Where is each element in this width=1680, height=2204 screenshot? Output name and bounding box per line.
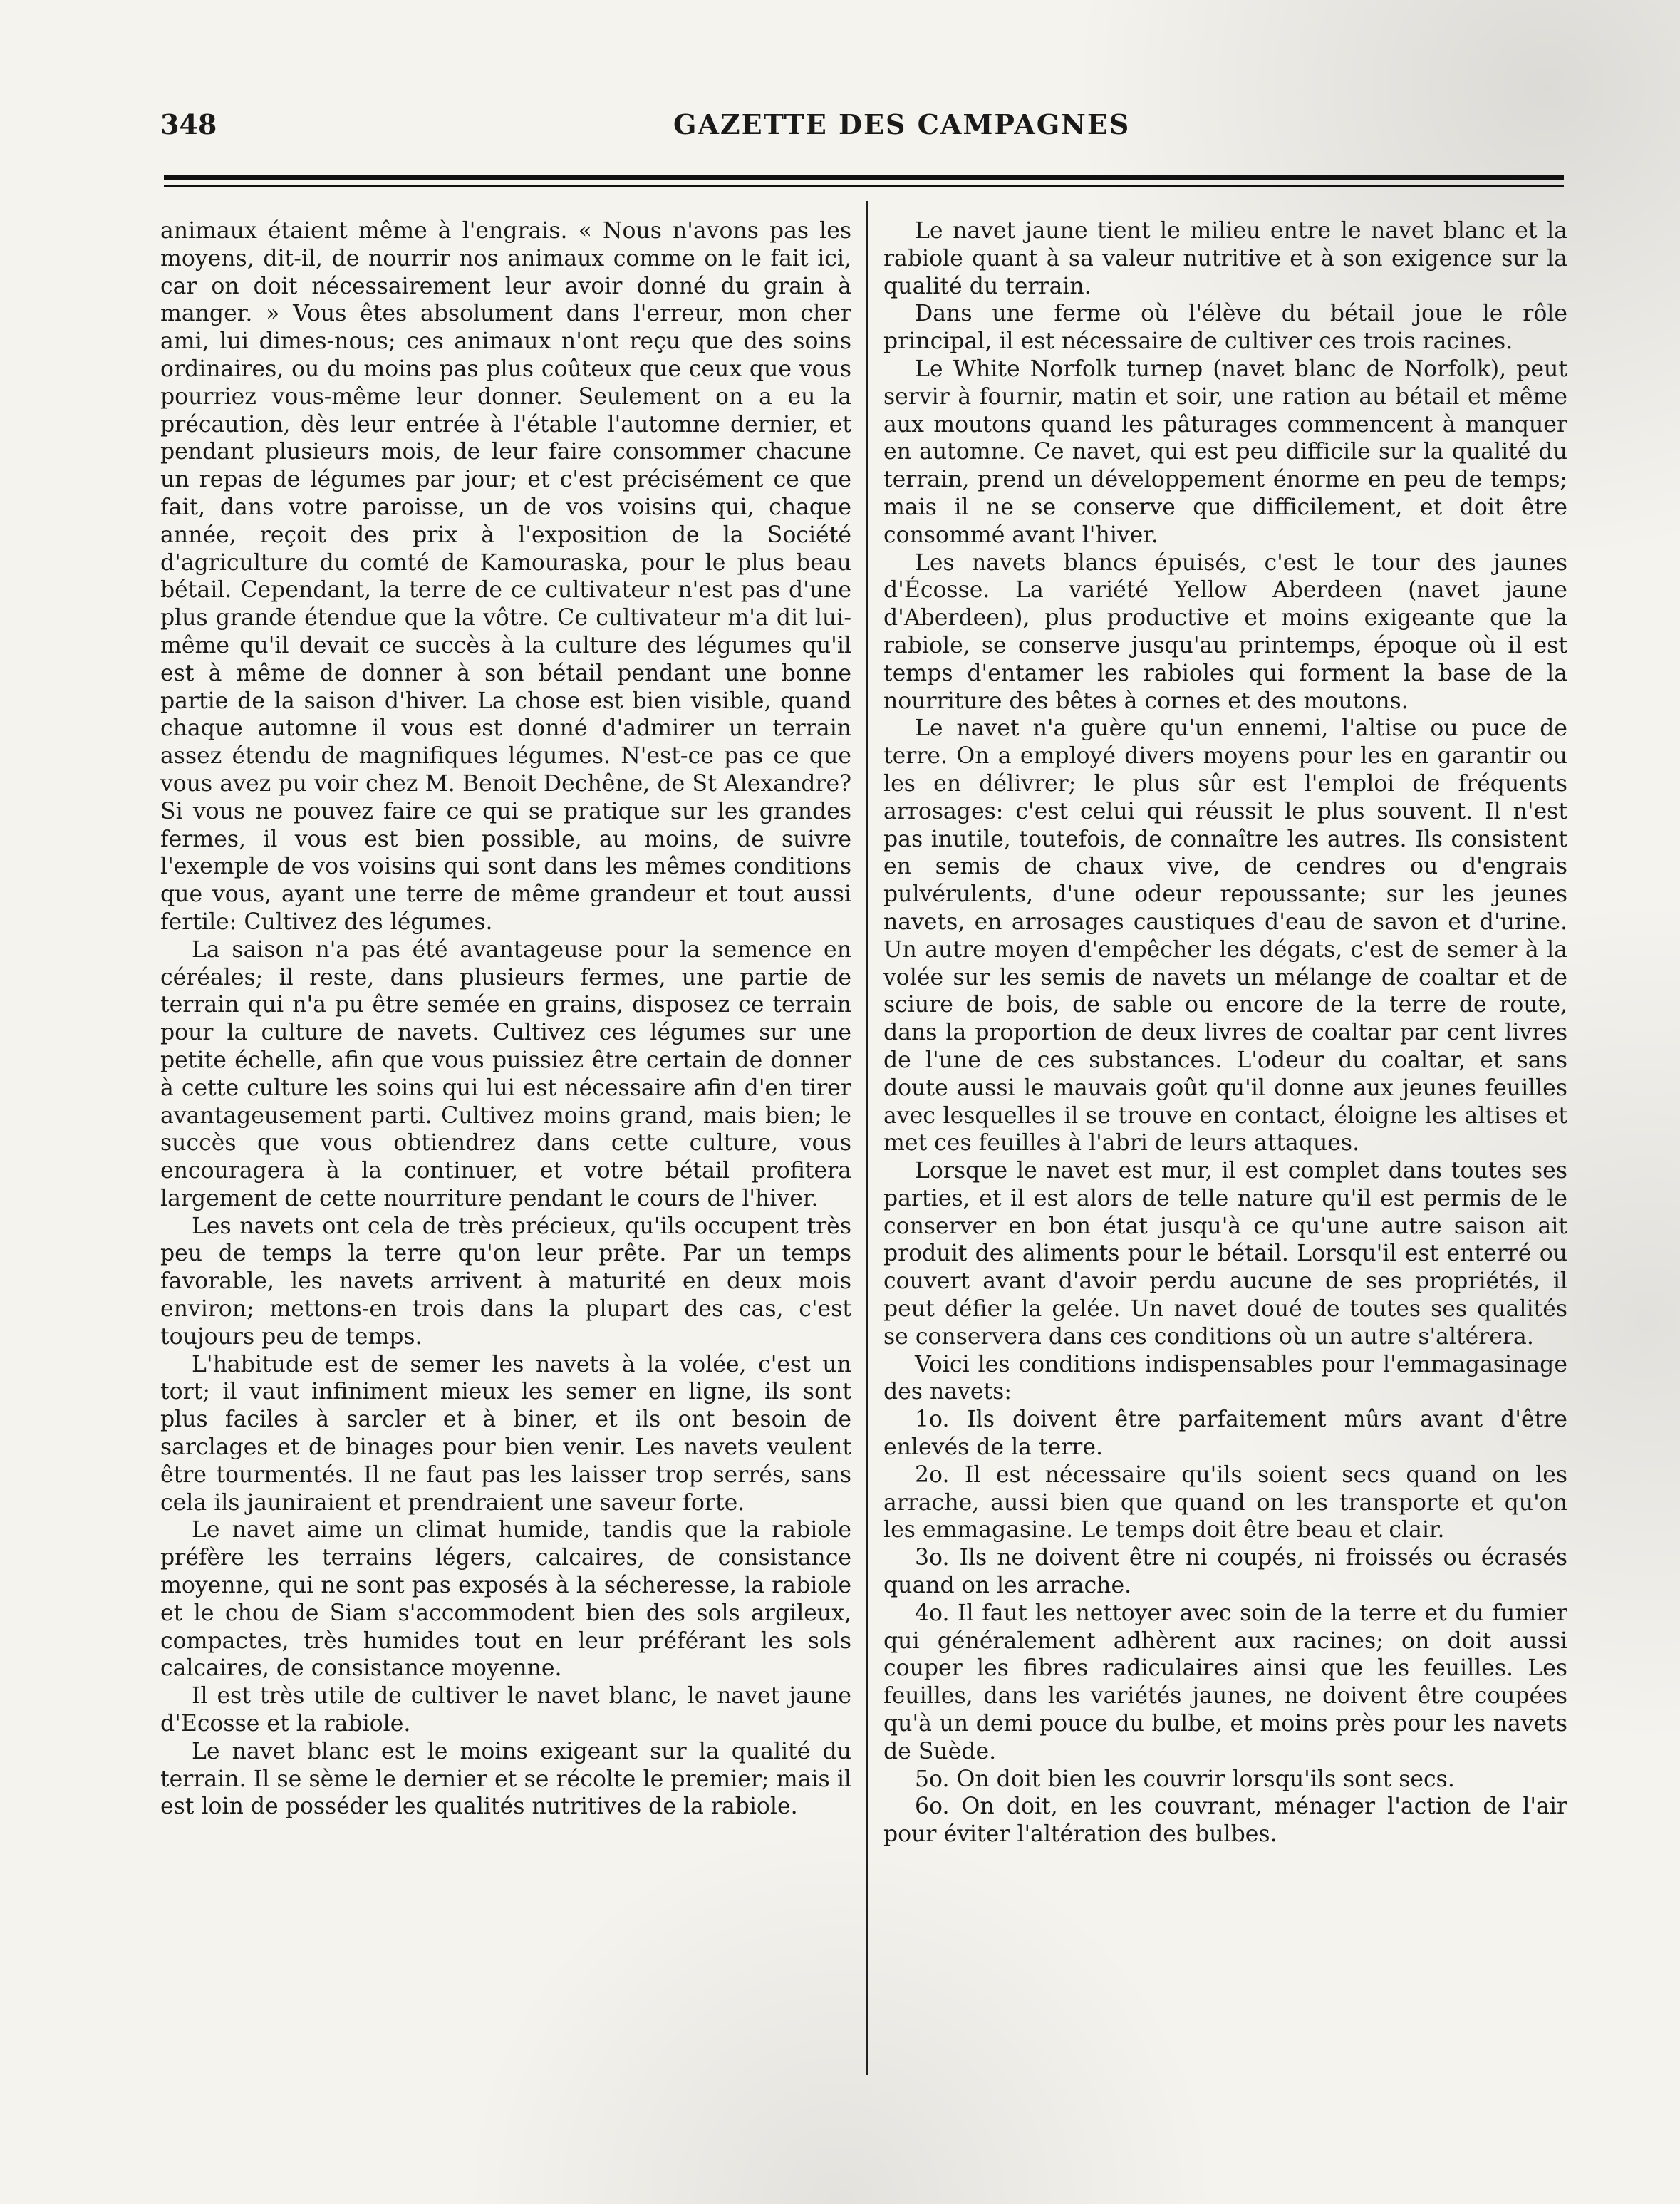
header-rule-thin — [164, 185, 1564, 187]
paragraph: La saison n'a pas été avantageuse pour la semence en céréales; il reste, dans plusieurs fermes, une partie de terrain qui n'a pu être semée en grains, disposez ce terrain pour la culture de navets. Cultivez ces légumes sur une petite échelle, afin que vous puissiez être certain de donner à cette culture les soins qui lui est nécessaire afin d'en tirer avantageusement parti. Cultivez moins grand, mais bien; le succès que vous obtiendrez dans cette culture, vous encouragera à la continuer, et votre bétail profitera largement de cette nourriture pendant le cours de l'hiver. — [160, 936, 851, 1211]
header-rule-thick — [164, 175, 1564, 180]
paragraph: 4o. Il faut les nettoyer avec soin de la terre et du fumier qui généralement adhèrent aux racines; on doit aussi couper les fibres radiculaires ainsi que les feuilles. Les feuilles, dans les variétés jaunes, ne doivent être coupées qu'à un demi pouce du bulbe, et moins près pour les navets de Suède. — [883, 1600, 1567, 1764]
paragraph: Le navet n'a guère qu'un ennemi, l'altise ou puce de terre. On a employé divers moyens pour les en garantir ou les en délivrer; le plus sûr est l'emploi de fréquents arrosages: c'est celui qui réussit le plus souvent. Il n'est pas inutile, toutefois, de connaître les autres. Ils consistent en semis de chaux vive, de cendres ou d'engrais pulvérulents, d'une odeur repoussante; sur les jeunes navets, en arrosages caustiques d'eau de savon et d'urine. Un autre moyen d'empêcher les dégats, c'est de semer à la volée sur les semis de navets un mélange de coaltar et de sciure de bois, de sable ou encore de la terre de route, dans la proportion de deux livres de coaltar par cent livres de l'une de ces substances. L'odeur du coaltar, et sans doute aussi le mauvais goût qu'il donne aux jeunes feuilles avec lesquelles il se trouve en contact, éloigne les altises et met ces feuilles à l'abri de leurs attaques. — [883, 715, 1567, 1157]
paragraph: 5o. On doit bien les couvrir lorsqu'ils sont secs. — [915, 1766, 1455, 1792]
left-column — [160, 217, 851, 1821]
paragraph: 2o. Il est nécessaire qu'ils soient secs quand on les arrache, aussi bien que quand on les transporte et qu'on les emmagasine. Le temps doit être beau et clair. — [883, 1461, 1567, 1543]
paragraph: Il est très utile de cultiver le navet blanc, le navet jaune d'Ecosse et la rabiole. — [160, 1683, 851, 1737]
right-column — [883, 217, 1567, 1848]
paragraph: Les navets blancs épuisés, c'est le tour des jaunes d'Écosse. La variété Yellow Aberdeen (navet jaune d'Aberdeen), plus productive et moins exigeante que la rabiole, se conserve jusqu'au printemps, époque où il est temps d'entamer les rabioles qui forment la base de la nourriture des bêtes à cornes et des moutons. — [883, 549, 1567, 714]
paragraph: 1o. Ils doivent être parfaitement mûrs avant d'être enlevés de la terre. — [883, 1407, 1567, 1461]
paragraph: Les navets ont cela de très précieux, qu'ils occupent très peu de temps la terre qu'on leur prête. Par un temps favorable, les navets arrivent à maturité en deux mois environ; mettons-en trois dans la plupart des cas, c'est toujours peu de temps. — [160, 1213, 851, 1350]
paragraph: Lorsque le navet est mur, il est complet dans toutes ses parties, et il est alors de telle nature qu'il est permis de le conserver en bon état jusqu'à ce qu'une autre saison ait produit des aliments pour le bétail. Lorsqu'il est enterré ou couvert avant d'avoir perdu aucune de ses propriétés, il peut défier la gelée. Un navet doué de toutes ses qualités se conservera dans ces conditions où un autre s'altérera. — [883, 1158, 1567, 1350]
paragraph: Voici les conditions indispensables pour l'emmagasinage des navets: — [883, 1351, 1567, 1405]
page-header — [160, 108, 1557, 158]
paragraph: Le White Norfolk turnep (navet blanc de Norfolk), peut servir à fournir, matin et soir, une ration au bétail et même aux moutons quand les pâturages commencent à manquer en automne. Ce navet, qui est peu difficile sur la qualité du terrain, prend un développement énorme en peu de temps; mais il ne se conserve que difficilement, et doit être consommé avant l'hiver. — [883, 356, 1567, 548]
paragraph: Le navet aime un climat humide, tandis que la rabiole préfère les terrains légers, calcaires, de consistance moyenne, qui ne sont pas exposés à la sécheresse, la rabiole et le chou de Siam s'accommodent bien des sols argileux, compactes, très humides tout en leur préférant les sols calcaires, de consistance moyenne. — [160, 1517, 851, 1682]
paragraph: L'habitude est de semer les navets à la volée, c'est un tort; il vaut infiniment mieux les semer en ligne, ils sont plus faciles à sarcler et à biner, et ils ont besoin de sarclages et de binages pour bien venir. Les navets veulent être tourmentés. Il ne faut pas les laisser trop serrés, sans cela ils jauniraient et prendraient une saveur forte. — [160, 1351, 851, 1516]
paragraph: Le navet blanc est le moins exigeant sur la qualité du terrain. Il se sème le dernier et se récolte le premier; mais il est loin de posséder les qualités nutritives de la rabiole. — [160, 1738, 851, 1820]
page-number: 348 — [160, 108, 217, 140]
column-divider — [866, 201, 868, 2075]
paragraph: 6o. On doit, en les couvrant, ménager l'action de l'air pour éviter l'altération des bulbes. — [883, 1794, 1567, 1848]
paragraph: Le navet jaune tient le milieu entre le navet blanc et la rabiole quant à sa valeur nutritive et à son exigence sur la qualité du terrain. — [883, 218, 1567, 299]
paragraph: 3o. Ils ne doivent être ni coupés, ni froissés ou écrasés quand on les arrache. — [883, 1545, 1567, 1599]
paragraph: animaux étaient même à l'engrais. « Nous n'avons pas les moyens, dit-il, de nourrir nos animaux comme on le fait ici, car on doit nécessairement leur avoir donné du grain à manger. » Vous êtes absolument dans l'erreur, mon cher ami, lui dimes-nous; ces animaux n'ont reçu que des soins ordinaires, ou du moins pas plus coûteux que ceux que vous pourriez vous-même leur donner. Seulement on a eu la précaution, dès leur entrée à l'étable l'automne dernier, et pendant plusieurs mois, de leur faire consommer chacune un repas de légumes par jour; et c'est précisément ce que fait, dans votre paroisse, un de vos voisins qui, chaque année, reçoit des prix à l'exposition de la Société d'agriculture du comté de Kamouraska, pour le plus beau bétail. Cependant, la terre de ce cultivateur n'est pas d'une plus grande étendue que la vôtre. Ce cultivateur m'a dit lui-même qu'il devait ce succès à la culture des légumes qu'il est à même de donner à son bétail pendant une bonne partie de la saison d'hiver. La chose est bien visible, quand chaque automne il vous est donné d'admirer un terrain assez étendu de magnifiques légumes. N'est-ce pas ce que vous avez pu voir chez M. Benoit Dechêne, de St Alexandre? Si vous ne pouvez faire ce qui se pratique sur les grandes fermes, il vous est bien possible, au moins, de suivre l'exemple de vos voisins qui sont dans les mêmes conditions que vous, ayant une terre de même grandeur et tout aussi fertile: Cultivez des légumes. — [160, 218, 851, 935]
running-title: GAZETTE DES CAMPAGNES — [673, 108, 1131, 140]
paragraph: Dans une ferme où l'élève du bétail joue le rôle principal, il est nécessaire de cultiver ces trois racines. — [883, 301, 1567, 355]
